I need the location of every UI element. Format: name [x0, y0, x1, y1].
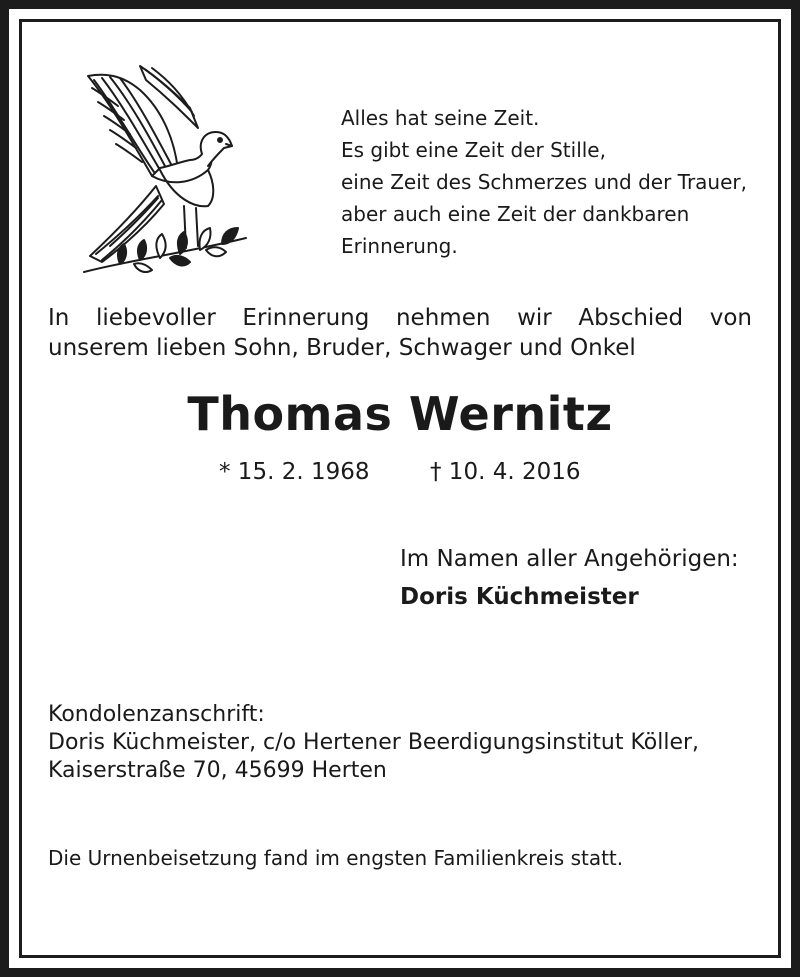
poem-line: aber auch eine Zeit der dankbaren	[341, 202, 690, 226]
intro-text	[48, 303, 752, 363]
poem-line: Alles hat seine Zeit.	[341, 106, 540, 130]
deceased-name: Thomas Wernitz	[187, 387, 613, 441]
signer-name: Doris Küchmeister	[400, 584, 639, 610]
condolence-heading: Kondolenzanschrift:	[48, 702, 265, 727]
birth-date: * 15. 2. 1968	[219, 459, 370, 485]
dove-icon	[80, 58, 250, 278]
burial-note: Die Urnenbeisetzung fand im engsten Familienkreis statt.	[48, 846, 624, 870]
intro-line-1: In liebevoller Erinnerung nehmen wir Abschied von	[48, 305, 752, 331]
behalf-of-relatives: Im Namen aller Angehörigen:	[400, 546, 739, 572]
poem	[341, 102, 761, 262]
condolence-line-2: Kaiserstraße 70, 45699 Herten	[48, 758, 387, 783]
condolence-line-1: Doris Küchmeister, c/o Hertener Beerdigungsinstitut Köller,	[48, 730, 700, 755]
poem-line: eine Zeit des Schmerzes und der Trauer,	[341, 170, 747, 194]
death-date: † 10. 4. 2016	[430, 459, 581, 485]
poem-line: Es gibt eine Zeit der Stille,	[341, 138, 606, 162]
condolence-address	[48, 701, 699, 785]
intro-line-2: unserem lieben Sohn, Bruder, Schwager und Onkel	[48, 335, 636, 361]
poem-line: Erinnerung.	[341, 234, 458, 258]
